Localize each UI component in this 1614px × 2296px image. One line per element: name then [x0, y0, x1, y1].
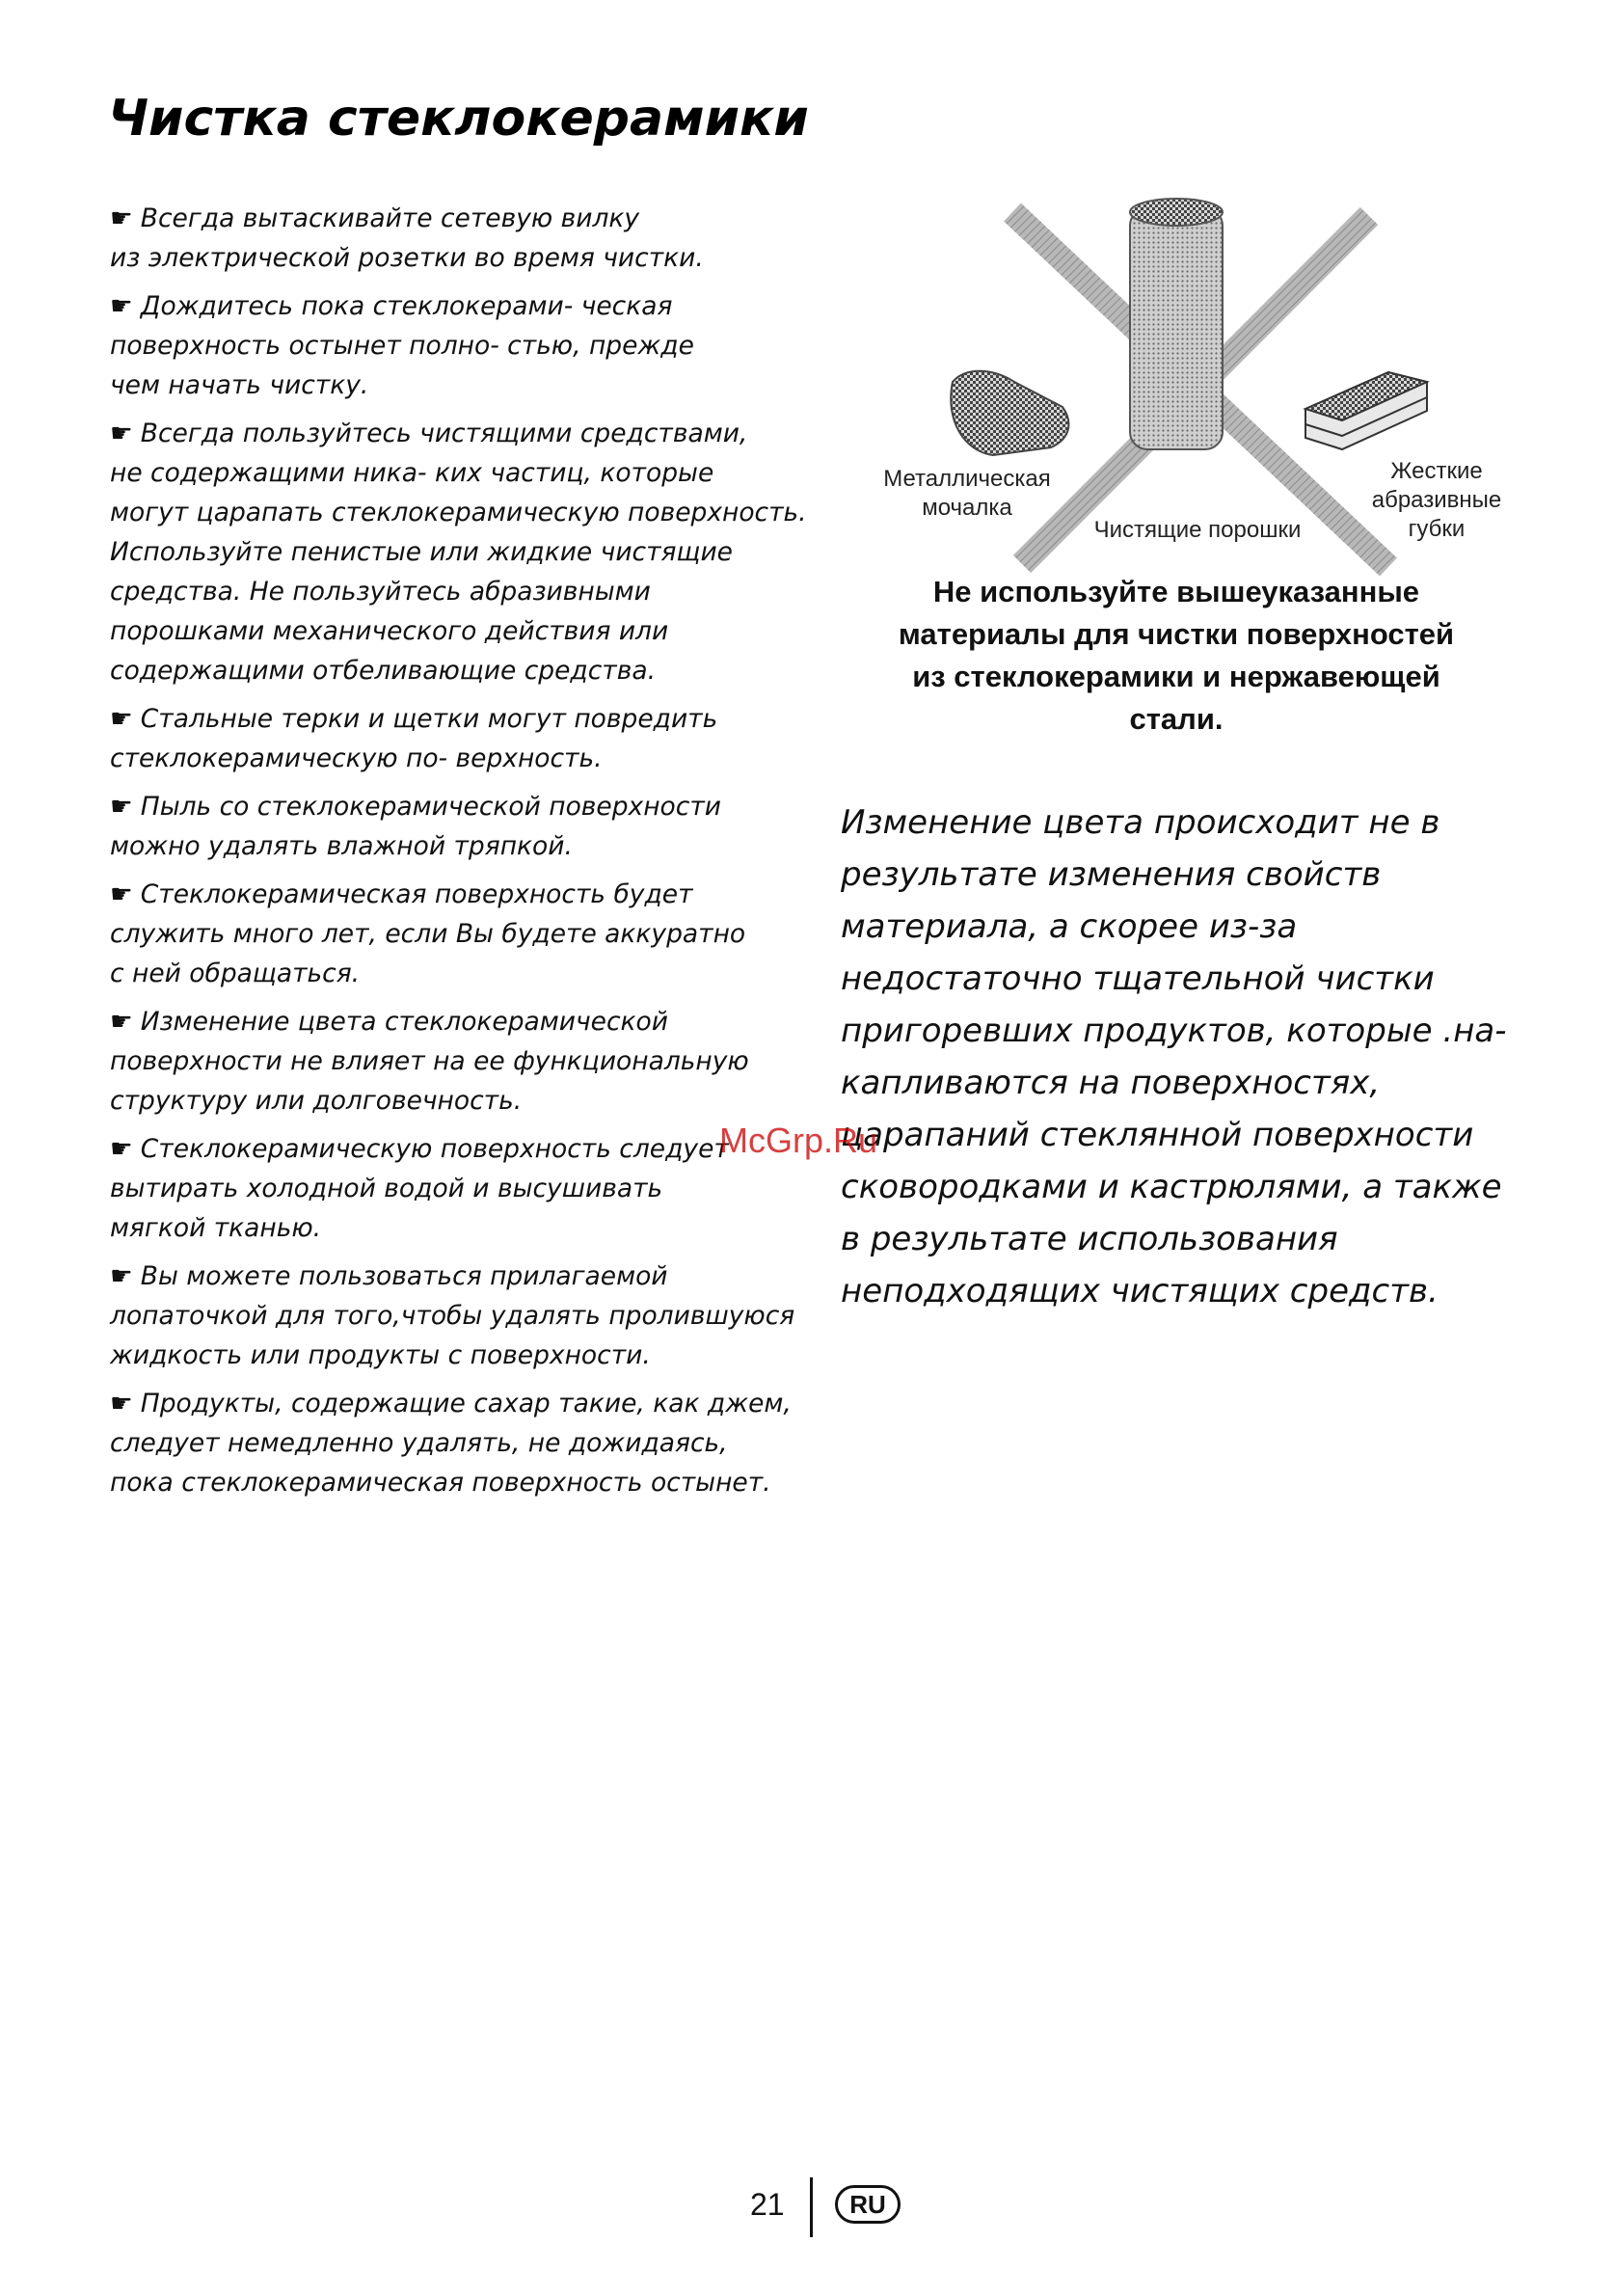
pointing-hand-icon: ☛ [110, 419, 133, 448]
list-item [110, 414, 862, 690]
list-item [110, 699, 862, 778]
paragraph-text: Стальные терки и щетки могут повредить стеклокерамическую по- верхность. [110, 704, 718, 773]
pointing-hand-icon: ☛ [110, 792, 133, 822]
paragraph-text: Продукты, содержащие сахар такие, как джем, следует немедленно удалять, не дожидаясь, пока стеклокерамическая поверхность остынет. [110, 1389, 792, 1498]
paragraph-text: Изменение цвета стеклокерамической поверхности не влияет на ее функциональную структуру или долговечность. [110, 1007, 749, 1116]
pointing-hand-icon: ☛ [110, 704, 133, 734]
paragraph-text: Всегда вытаскивайте сетевую вилку из электрической розетки во время чистки. [110, 203, 704, 273]
pointing-hand-icon: ☛ [110, 1134, 133, 1164]
pointing-hand-icon: ☛ [110, 203, 133, 233]
paragraph-text: Стеклокерамическая поверхность будет служить много лет, если Вы будете аккуратно с ней обращаться. [110, 879, 746, 988]
page-footer [742, 2170, 935, 2237]
language-badge: RU [835, 2185, 901, 2224]
powder-canister-icon [1130, 199, 1223, 449]
footer-divider [810, 2177, 813, 2237]
instructions-list [110, 199, 862, 1511]
list-item [110, 1256, 862, 1375]
label-abrasive-sponge: Жесткие абразивные губки [1371, 458, 1502, 542]
label-metal-scrubber: Металлическая мочалка [883, 466, 1051, 521]
paragraph-text: Вы можете пользоваться прилагаемой лопаточкой для того,чтобы удалять пролившуюся жидкость или продукты с поверхности. [110, 1261, 795, 1370]
pointing-hand-icon: ☛ [110, 1261, 133, 1291]
paragraph-text: Пыль со стеклокерамической поверхности можно удалять влажной тряпкой. [110, 792, 721, 861]
page-title: Чистка стеклокерамики [108, 90, 809, 148]
paragraph-text: Стеклокерамическую поверхность следует вытирать холодной водой и высушивать мягкой тканью. [110, 1134, 729, 1243]
discoloration-note: Изменение цвета происходит не в результате изменения свойств материала, а скорее из-за недостаточно тщательной чистки пригоревших продуктов, которые .на- капливаются на поверхностях, царапаний стеклянной поверхности сковородками и кастрюлями, а также в результате использования неподходящих чистящих средств. [841, 803, 1507, 1310]
list-item [110, 199, 862, 278]
paragraph-text: Дождитесь пока стеклокерами- ческая поверхность остынет полно- стью, прежде чем начать чистку. [110, 291, 694, 400]
watermark: McGrp.Ru [719, 1121, 878, 1160]
list-item [110, 286, 862, 405]
warning-text: Не используйте вышеуказанные материалы для чистки поверхностей из стеклокерамики и нержавеющей стали. [898, 575, 1455, 736]
page-number: 21 [750, 2187, 785, 2222]
pointing-hand-icon: ☛ [110, 291, 133, 321]
list-item [110, 875, 862, 993]
list-item [110, 1384, 862, 1502]
label-cleaning-powder: Чистящие порошки [1093, 517, 1302, 543]
pointing-hand-icon: ☛ [110, 879, 133, 909]
pointing-hand-icon: ☛ [110, 1007, 133, 1037]
forbidden-materials-figure [848, 193, 1523, 579]
paragraph-text: Всегда пользуйтесь чистящими средствами, не содержащими ника- ких частиц, которые могут царапать стеклокерамическую поверхность. Используйте пенистые или жидкие чистящие средства. Не пользуйтесь абразивными порошками механического действия или содержащими отбеливающие средства. [110, 419, 807, 686]
list-item [110, 787, 862, 866]
abrasive-sponge-icon [1305, 372, 1427, 449]
metal-scrubber-icon [951, 371, 1068, 455]
list-item [110, 1002, 862, 1121]
pointing-hand-icon: ☛ [110, 1389, 133, 1418]
